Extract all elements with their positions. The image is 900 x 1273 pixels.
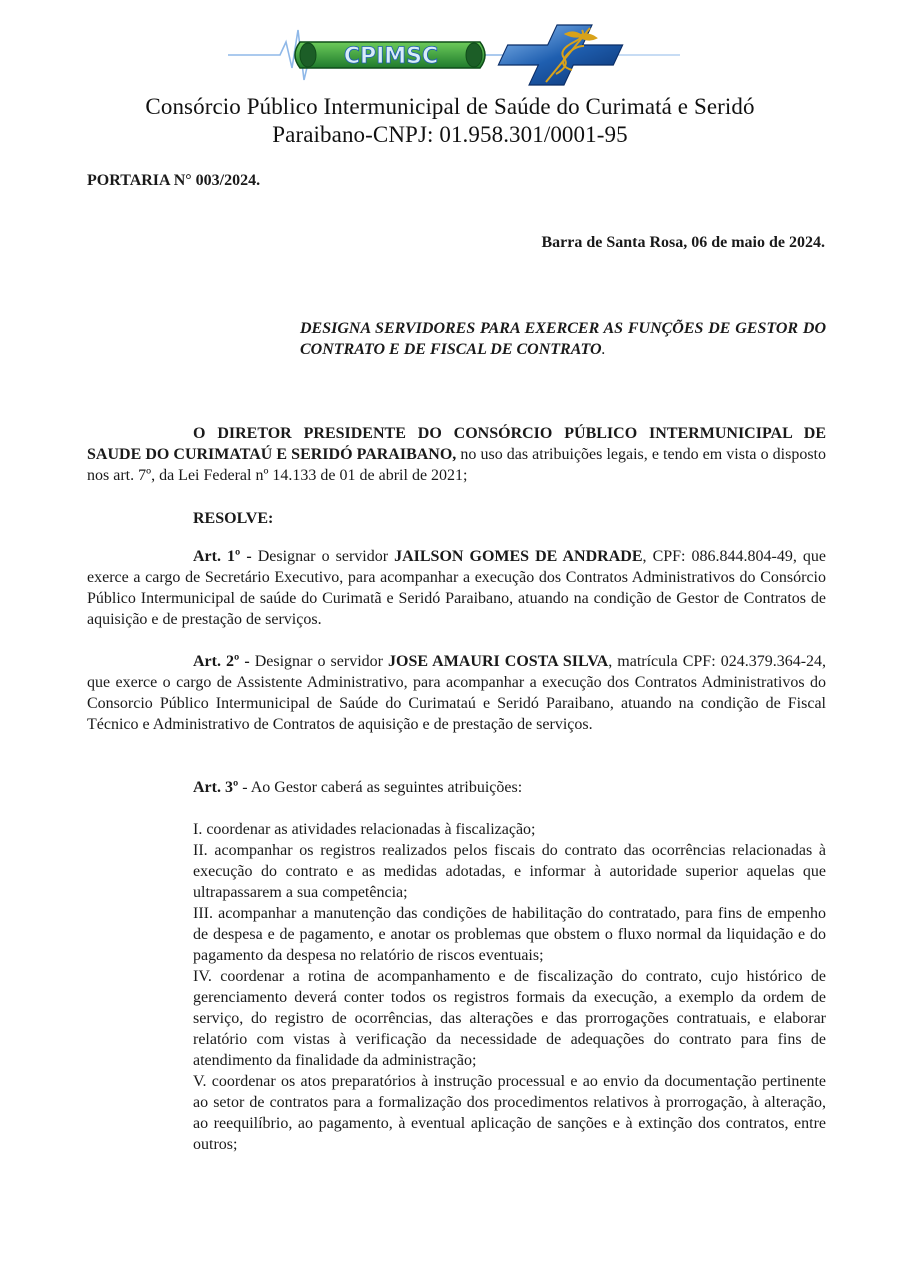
portaria-number: PORTARIA N° 003/2024. bbox=[87, 172, 261, 189]
header-title-line2: Paraibano-CNPJ: 01.958.301/0001-95 bbox=[272, 122, 628, 147]
logo-text: CPIMSC bbox=[343, 44, 439, 69]
intro-bold: O DIRETOR PRESIDENTE DO CONSÓRCIO PÚBLICO INTERMUNICIPAL DE SAUDE DO CURIMATAÚ E SERIDÓ PARAIBANO, bbox=[87, 425, 826, 463]
attributions-list bbox=[193, 819, 826, 1155]
article-1 bbox=[87, 546, 826, 630]
list-item: I. coordenar as atividades relacionadas à fiscalização; bbox=[193, 821, 536, 838]
art1-text-b: , CPF: 086.844.804-49, que exerce a cargo de Secretário Executivo, para acompanhar a execução dos Contratos Administrativos do Consórcio Público Intermunicipal de saúde do Curimatã e Seridó Paraibano, atuando na condição de Gestor de Contratos de aquisição e de prestação de serviços. bbox=[87, 548, 827, 628]
art3-label: Art. 3º bbox=[193, 779, 239, 796]
ementa-tail: . bbox=[601, 341, 606, 358]
art2-text-b: , matrícula CPF: 024.379.364-24, que exerce o cargo de Assistente Administrativo, para acompanhar a execução dos Contratos Administrativos do Consorcio Público Intermunicipal de Saúde do Curimataú e Seridó Paraibano, atuando na condição de Fiscal Técnico e Administrativo de Contratos de aquisição e de prestação de serviços. bbox=[87, 653, 827, 733]
ementa bbox=[300, 318, 826, 360]
art1-text-a: Designar o servidor bbox=[251, 548, 395, 565]
cpimsc-logo bbox=[228, 22, 680, 88]
art1-name: JAILSON GOMES DE ANDRADE bbox=[394, 548, 643, 565]
article-2 bbox=[87, 651, 826, 735]
resolve-heading: RESOLVE: bbox=[193, 510, 274, 527]
article-3 bbox=[193, 777, 826, 798]
intro-text: no uso das atribuições legais, e tendo em vista o disposto nos art. 7º, da Lei Federal nº 14.133 de 01 de abril de 2021; bbox=[87, 446, 826, 484]
art2-name: JOSE AMAURI COSTA SILVA bbox=[388, 653, 609, 670]
intro-paragraph bbox=[87, 423, 826, 486]
art2-label: Art. 2º - bbox=[193, 653, 250, 670]
art1-label: Art. 1º - bbox=[193, 548, 252, 565]
art2-text-a: Designar o servidor bbox=[249, 653, 389, 670]
list-item: III. acompanhar a manutenção das condições de habilitação do contratado, para fins de empenho de despesa e de pagamento, e anotar os problemas que obstem o fluxo normal da liquidação e do pagamento da despesa no relatório de riscos eventuais; bbox=[193, 905, 826, 964]
art3-text: - Ao Gestor caberá as seguintes atribuições: bbox=[238, 779, 523, 796]
header-title-line1: Consórcio Público Intermunicipal de Saúde do Curimatá e Seridó bbox=[145, 94, 755, 119]
list-item: II. acompanhar os registros realizados pelos fiscais do contrato das ocorrências relacionadas à execução do contrato e as medidas adotadas, e informar à autoridade superior aquelas que ultrapassarem a sua competência; bbox=[193, 842, 826, 901]
ementa-text: DESIGNA SERVIDORES PARA EXERCER AS FUNÇÕES DE GESTOR DO CONTRATO E DE FISCAL DE CONTRATO bbox=[300, 320, 826, 358]
dateline: Barra de Santa Rosa, 06 de maio de 2024. bbox=[541, 234, 825, 251]
list-item: IV. coordenar a rotina de acompanhamento e de fiscalização do contrato, cujo histórico de gerenciamento deverá conter todos os registros formais da execução, a exemplo da ordem de serviço, do registro de ocorrências, das alterações e das prorrogações contratuais, e elaborar relatório com vistas à verificação da necessidade de adequações do contrato para fins de atendimento da finalidade da administração; bbox=[193, 968, 826, 1069]
list-item: V. coordenar os atos preparatórios à instrução processual e ao envio da documentação pertinente ao setor de contratos para a formalização dos procedimentos relativos à prorrogação, à alteração, ao reequilíbrio, ao pagamento, à eventual aplicação de sanções e à extinção dos contratos, entre outros; bbox=[193, 1073, 826, 1153]
